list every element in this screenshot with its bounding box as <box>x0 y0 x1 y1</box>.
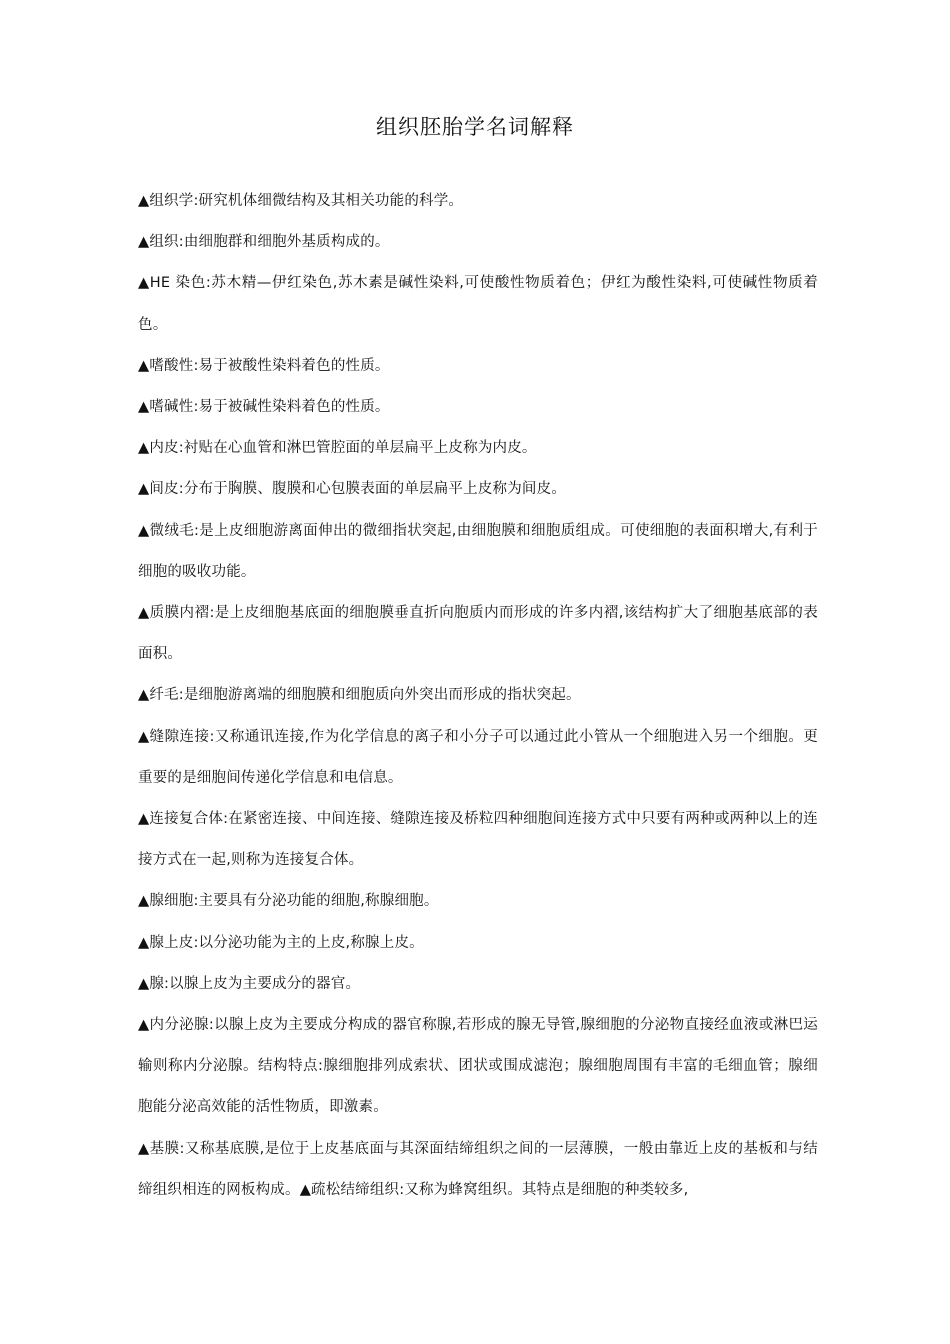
paragraph-histology: ▲组织学:研究机体细微结构及其相关功能的科学。 <box>138 193 464 209</box>
paragraph-acidophilia: ▲嗜酸性:易于被酸性染料着色的性质。 <box>138 357 390 374</box>
paragraph-junctional-complex: ▲连接复合体:在紧密连接、中间连接、缝隙连接及桥粒四种细胞间连接方式中只要有两种或两种以上的连接方式在一起,则称为连接复合体。 <box>138 811 818 869</box>
paragraph-he-stain: ▲HE 染色:苏木精—伊红染色,苏木素是碱性染料,可使酸性物质着色；伊红为酸性染料,可使碱性物质着色。 <box>138 275 818 333</box>
paragraph-gland-cell: ▲腺细胞:主要具有分泌功能的细胞,称腺细胞。 <box>138 893 439 910</box>
paragraph-endothelium: ▲内皮:衬贴在心血管和淋巴管腔面的单层扁平上皮称为内皮。 <box>138 440 537 457</box>
document-body <box>138 181 818 1211</box>
paragraph-mesothelium: ▲间皮:分布于胸膜、腹膜和心包膜表面的单层扁平上皮称为间皮。 <box>138 481 567 498</box>
paragraph-basophilia: ▲嗜碱性:易于被碱性染料着色的性质。 <box>138 399 390 416</box>
paragraph-gap-junction: ▲缝隙连接:又称通讯连接,作为化学信息的离子和小分子可以通过此小管从一个细胞进入另一个细胞。更重要的是细胞间传递化学信息和电信息。 <box>138 728 818 786</box>
paragraph-microvilli: ▲微绒毛:是上皮细胞游离面伸出的微细指状突起,由细胞膜和细胞质组成。可使细胞的表面积增大,有利于细胞的吸收功能。 <box>138 522 818 580</box>
paragraph-endocrine-gland: ▲内分泌腺:以腺上皮为主要成分构成的器官称腺,若形成的腺无导管,腺细胞的分泌物直接经血液或淋巴运输则称内分泌腺。结构特点:腺细胞排列成索状、团状或围成滤泡；腺细胞周围有丰富的毛细血管；腺细胞能分泌高效能的活性物质，即激素。 <box>138 1017 818 1116</box>
paragraph-cilia: ▲纤毛:是细胞游离端的细胞膜和细胞质向外突出而形成的指状突起。 <box>138 687 581 704</box>
paragraph-tissue: ▲组织:由细胞群和细胞外基质构成的。 <box>138 234 390 251</box>
paragraph-basement-membrane: ▲基膜:又称基底膜,是位于上皮基底面与其深面结缔组织之间的一层薄膜，一般由靠近上皮的基板和与结缔组织相连的网板构成。▲疏松结缔组织:又称为蜂窝组织。其特点是细胞的种类较多, <box>138 1140 818 1198</box>
document-title: 组织胚胎学名词解释 <box>376 115 574 139</box>
paragraph-gland: ▲腺:以腺上皮为主要成分的器官。 <box>138 975 361 992</box>
paragraph-glandular-epithelium: ▲腺上皮:以分泌功能为主的上皮,称腺上皮。 <box>138 934 424 951</box>
paragraph-plasma-membrane-infolding: ▲质膜内褶:是上皮细胞基底面的细胞膜垂直折向胞质内而形成的许多内褶,该结构扩大了细胞基底部的表面积。 <box>138 605 818 663</box>
